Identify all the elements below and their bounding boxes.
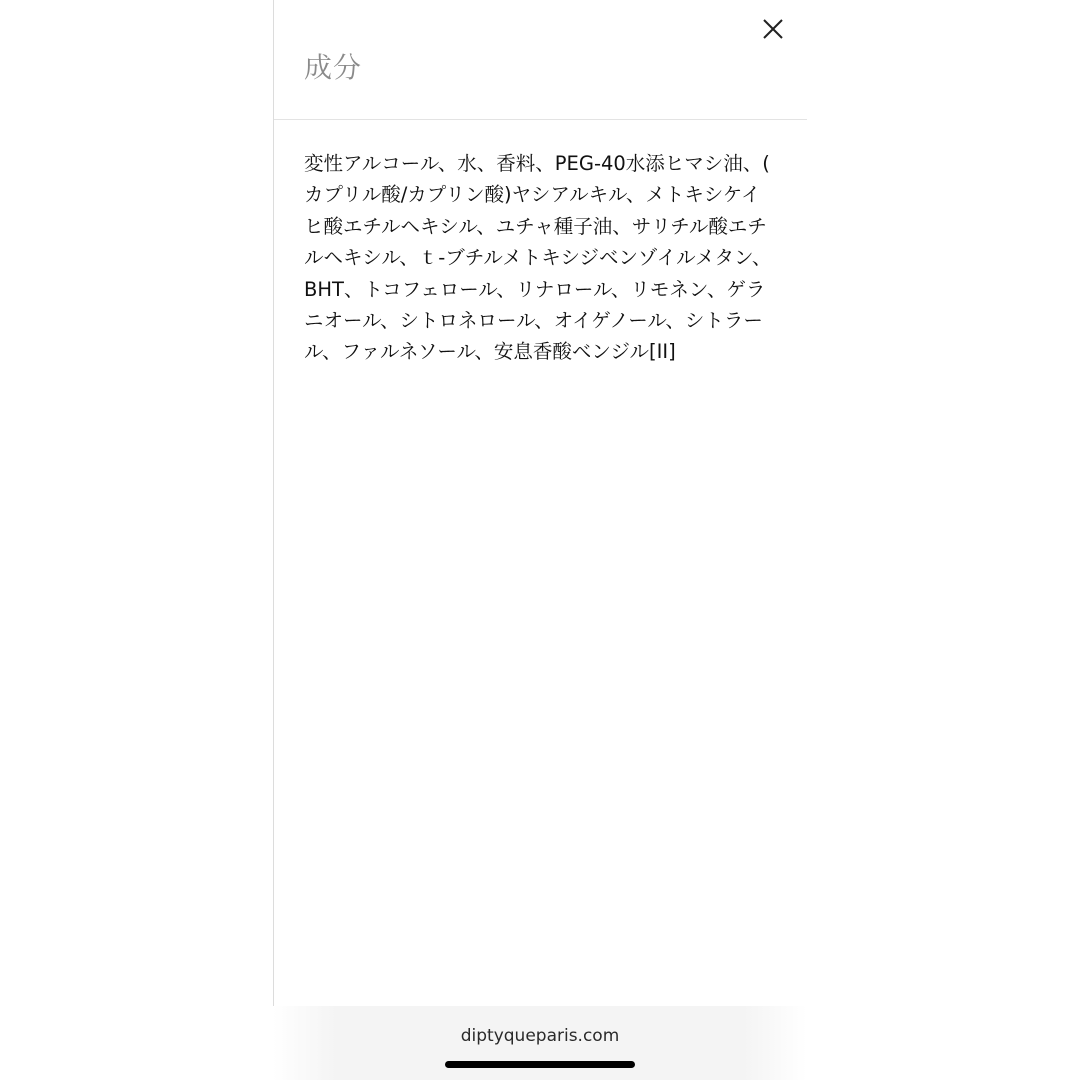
ingredients-modal [273, 0, 807, 1006]
modal-header [274, 0, 807, 120]
close-icon [758, 14, 788, 44]
url-label[interactable]: diptyqueparis.com [460, 1026, 620, 1046]
browser-bottom-bar [273, 1006, 807, 1080]
close-button[interactable] [758, 14, 788, 44]
modal-title: 成分 [304, 51, 363, 84]
ingredients-list-text: 変性アルコール、水、香料、PEG-40水添ヒマシ油、(カプリル酸/カプリン酸)ヤシアルキル、メトキシケイヒ酸エチルヘキシル、ユチャ種子油、サリチル酸エチルヘキシル、ｔ-ブチルメトキシジベンゾイルメタン、BHT、トコフェロール、リナロール、リモネン、ゲラニオール、シトロネロール、オイゲノール、シトラール、ファルネソール、安息香酸ベンジル[II] [304, 152, 772, 364]
home-indicator[interactable] [445, 1061, 635, 1068]
